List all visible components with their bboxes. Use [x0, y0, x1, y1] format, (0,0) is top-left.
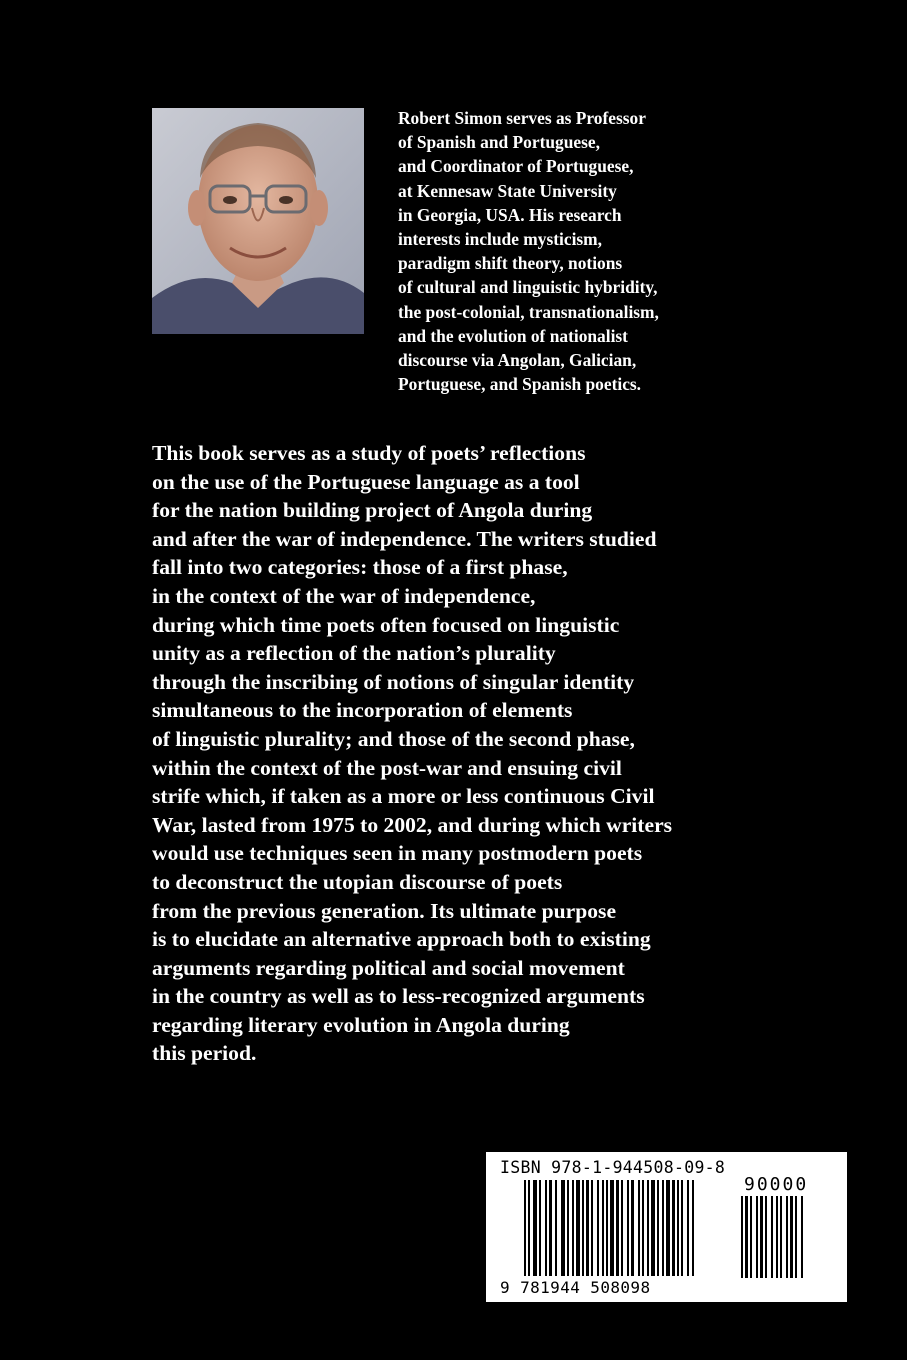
- author-portrait-image: [152, 108, 364, 334]
- bio-line: discourse via Angolan, Galician,: [398, 350, 637, 371]
- barcode-bar: [602, 1180, 604, 1276]
- description-line: within the context of the post-war and ensuing civil: [152, 755, 622, 780]
- barcode-bar: [606, 1180, 608, 1276]
- description-line: on the use of the Portuguese language as a tool: [152, 469, 580, 494]
- description-line: This book serves as a study of poets’ reflections: [152, 441, 586, 465]
- barcode-bar: [786, 1196, 788, 1278]
- barcode-bar: [672, 1180, 675, 1276]
- barcode-bar: [616, 1180, 619, 1276]
- description-line: in the country as well as to less-recognized arguments: [152, 984, 645, 1009]
- barcode-bar: [572, 1180, 574, 1276]
- description-line: War, lasted from 1975 to 2002, and during which writers: [152, 812, 673, 837]
- barcode-bar: [591, 1180, 593, 1276]
- barcode-bar: [528, 1180, 530, 1276]
- barcode-bar: [790, 1196, 793, 1278]
- barcode-bar: [692, 1180, 694, 1276]
- description-line: to deconstruct the utopian discourse of poets: [152, 869, 563, 894]
- ean-digits: 9 781944 508098: [500, 1278, 651, 1297]
- description-line: through the inscribing of notions of singular identity: [152, 669, 635, 694]
- barcode-bar: [621, 1180, 623, 1276]
- bio-line: and Coordinator of Portuguese,: [398, 156, 634, 177]
- barcode-bar: [555, 1180, 557, 1276]
- description-line: of linguistic plurality; and those of the second phase,: [152, 726, 635, 751]
- isbn-barcode: [486, 1152, 847, 1302]
- barcode-bar: [539, 1180, 541, 1276]
- barcode-bar: [776, 1196, 778, 1278]
- barcode-bar: [642, 1180, 644, 1276]
- description-line: unity as a reflection of the nation’s plurality: [152, 641, 556, 666]
- barcode-bar: [647, 1180, 649, 1276]
- barcode-bar: [780, 1196, 782, 1278]
- barcode-bar: [631, 1180, 634, 1276]
- barcode-bar: [576, 1180, 580, 1276]
- description-line: for the nation building project of Angola during: [152, 498, 593, 523]
- barcode-bar: [610, 1180, 614, 1276]
- description-line: strife which, if taken as a more or less continuous Civil: [152, 784, 655, 809]
- description-line: and after the war of independence. The writers studied: [152, 526, 657, 551]
- bio-line: Robert Simon serves as Professor: [398, 108, 646, 128]
- barcode-bar: [657, 1180, 659, 1276]
- description-line: during which time poets often focused on linguistic: [152, 612, 620, 637]
- addon-barcode-bars: [741, 1196, 837, 1280]
- barcode-bar: [597, 1180, 599, 1276]
- description-line: is to elucidate an alternative approach both to existing: [152, 927, 651, 952]
- description-line: regarding literary evolution in Angola during: [152, 1012, 570, 1037]
- barcode-bar: [760, 1196, 763, 1278]
- bio-line: and the evolution of nationalist: [398, 325, 628, 346]
- barcode-bar: [687, 1180, 689, 1276]
- barcode-bar: [582, 1180, 584, 1276]
- description-line: would use techniques seen in many postmodern poets: [152, 841, 643, 866]
- barcode-bar: [801, 1196, 803, 1278]
- barcode-bar: [638, 1180, 640, 1276]
- barcode-bar: [750, 1196, 752, 1278]
- barcode-bar: [771, 1196, 773, 1278]
- barcode-bar: [662, 1180, 664, 1276]
- barcode-bar: [627, 1180, 629, 1276]
- barcode-bar: [533, 1180, 537, 1276]
- bio-line: paradigm shift theory, notions: [398, 253, 623, 274]
- description-line: simultaneous to the incorporation of elements: [152, 698, 573, 723]
- description-line: arguments regarding political and social movement: [152, 955, 625, 980]
- barcode-bar: [567, 1180, 569, 1276]
- ean-barcode-bars: [524, 1180, 738, 1280]
- description-line: from the previous generation. Its ultimate purpose: [152, 898, 617, 923]
- barcode-bar: [741, 1196, 743, 1278]
- bio-line: Portuguese, and Spanish poetics.: [398, 374, 642, 395]
- barcode-bar: [756, 1196, 758, 1278]
- barcode-bar: [666, 1180, 670, 1276]
- author-bio: [398, 106, 758, 396]
- barcode-bar: [745, 1196, 748, 1278]
- bio-line: the post-colonial, transnationalism,: [398, 301, 659, 322]
- bio-line: of Spanish and Portuguese,: [398, 132, 600, 153]
- barcode-bar: [651, 1180, 655, 1276]
- price-code: 90000: [744, 1174, 809, 1195]
- barcode-bar: [586, 1180, 589, 1276]
- isbn-label: ISBN 978-1-944508-09-8: [500, 1158, 726, 1177]
- bio-line: interests include mysticism,: [398, 229, 603, 250]
- barcode-bar: [524, 1180, 526, 1276]
- barcode-bar: [765, 1196, 767, 1278]
- bio-line: at Kennesaw State University: [398, 180, 617, 201]
- bio-line: of cultural and linguistic hybridity,: [398, 277, 658, 298]
- author-photo: [152, 108, 364, 334]
- bio-line: in Georgia, USA. His research: [398, 204, 622, 225]
- description-line: in the context of the war of independence,: [152, 583, 536, 608]
- barcode-bar: [681, 1180, 683, 1276]
- barcode-bar: [561, 1180, 565, 1276]
- book-description: [152, 439, 792, 1068]
- barcode-bar: [549, 1180, 552, 1276]
- barcode-bar: [795, 1196, 797, 1278]
- barcode-bar: [677, 1180, 679, 1276]
- description-line: this period.: [152, 1041, 257, 1066]
- barcode-bar: [545, 1180, 547, 1276]
- description-line: fall into two categories: those of a first phase,: [152, 555, 568, 580]
